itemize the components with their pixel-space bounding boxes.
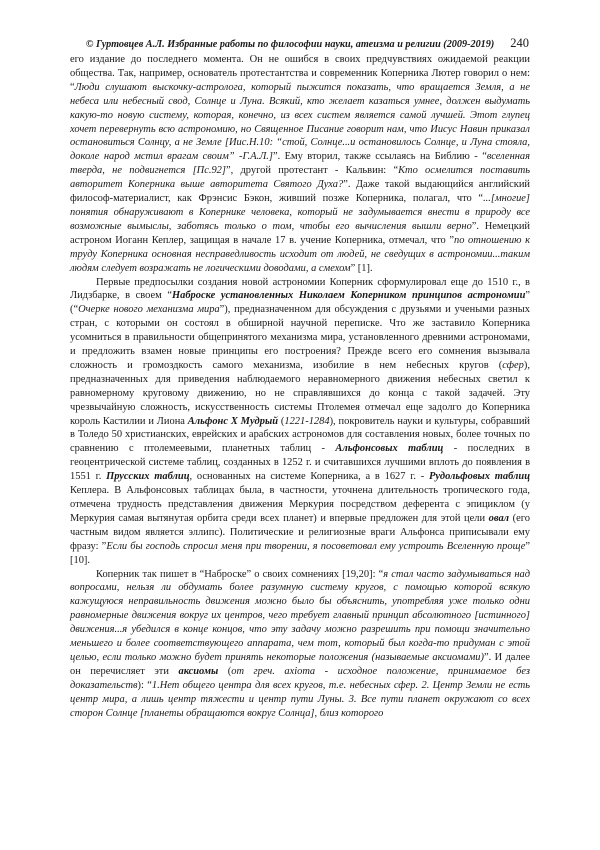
- paragraph-2: [70, 276, 530, 568]
- text-run: (: [218, 665, 232, 677]
- text-run: Коперник так пишет в “Наброске” о своих сомнениях [19,20]: “: [96, 568, 384, 580]
- text-run: Первые предпосылки создания новой астрономии Коперник сформулировал еще до 1510 г., в Лидзбарке, в своем “: [70, 276, 530, 302]
- emphasized-text: сфер: [502, 359, 524, 371]
- text-run: , основанных на системе Коперника, а в 1627 г. -: [189, 471, 429, 483]
- emphasized-text: аксиомы: [178, 665, 219, 677]
- document-body: [70, 53, 530, 721]
- emphasized-text: Рудольфовых таблиц: [428, 471, 530, 483]
- emphasized-text: Люди слушают выскочку-астролога, который пыжится показать, что вращается Земля, а не небеса или небесный свод, Солнце и Луна. Всякий, кто желает казаться умнее, должен выдумать какую-то новую систему, которая, конечно, из всех систем является самой лучшей. Этот глупец хочет перевернуть всю астрономию, но Священное Писание говорит нам, что Иисус Навин приказал остановиться Солнцу, а не Земле [Иис.Н.10: “стой, Солнце...и остановилось Солнце, и Луна стояла, доколе народ мстил врагам своим” -Г.А.Л.]: [70, 81, 530, 163]
- text-run: ” [1].: [350, 262, 373, 274]
- emphasized-text: Очерке нового механизма мира: [78, 304, 220, 316]
- emphasized-text: Наброске установленных Николаем Коперником принципов астрономии: [172, 290, 526, 302]
- emphasized-text: Кто осмелится поставить авторитет Коперника выше авторитета Святого Духа?: [70, 165, 530, 191]
- text-run: ” [10].: [70, 540, 531, 566]
- emphasized-text: 1221-1284: [284, 415, 330, 427]
- text-run: ”. Даже такой выдающийся английский философ-материалист, как Фрэнсис Бэкон, живший позже Коперника, полагал, что “: [70, 179, 530, 205]
- text-run: - последних в геоцентрической системе таблиц, созданных в 1252 г. и считавшихся лучшими вплоть до появления в 1551 г.: [70, 443, 530, 483]
- text-run: (: [278, 415, 285, 427]
- page-number: 240: [510, 36, 529, 50]
- emphasized-text: по отношению к труду Коперника основная несправедливость исходит от людей, не сведущих в астрономии...таким людям следует возражать не логическими доводами, а смехом: [70, 234, 530, 274]
- text-run: ”. Немецкий астроном Иоганн Кеплер, защищая в начале 17 в. учение Коперника, отмечал, что ”: [70, 220, 530, 246]
- paragraph-3: [70, 568, 530, 721]
- text-run: ): “: [137, 679, 152, 691]
- text-run: ” (“: [70, 290, 531, 316]
- emphasized-text: от греч. axioma - исходное положение, принимаемое без доказательств: [70, 665, 530, 691]
- emphasized-text: ...[многие] понятия обнаруживают в Копернике человека, который не задумывается внести в природу все возможные вымыслы, заботясь только о том, чтобы его вычисления вышли верно: [70, 193, 530, 232]
- text-run: ), покровитель науки и культуры, собравший в Толедо 50 христианских, еврейских и арабских астрономов для составления новых, более точных по сравнению с птолемеевыми, планетных таблиц -: [70, 415, 530, 455]
- paragraph-1: [70, 53, 530, 276]
- running-header: [70, 36, 530, 51]
- text-run: ), предназначенных для приведения наблюдаемого неравномерного движения небесных светил к равномерному круговому движению, но не справлявшихся до конца с такой задачей. Эту чрезвычайную сложность, искусственность системы Птолемея отмечал еще задолго до Коперника король Кастилии и Лиона: [70, 359, 530, 427]
- emphasized-text: овал: [488, 512, 510, 524]
- text-run: ”), предназначенном для обсуждения с друзьями и учеными разных стран, с которыми он состоял в обширной научной переписке. Что же заставило Коперника усомниться в правильности общепринятого механизма мира, установленного древними астрономами, и предложить взамен новые принципы его построения? Прежде всего его сомнения вызывала сложность и громоздкость самого механизма, изобилие в нем небесных кругов (: [70, 304, 530, 371]
- text-run: ”, другой протестант - Кальвин: “: [225, 165, 399, 177]
- emphasized-text: Альфонсовых таблиц: [335, 443, 444, 455]
- emphasized-text: Альфонс Х Мудрый: [187, 415, 278, 427]
- emphasized-text: Прусских таблиц: [106, 471, 190, 483]
- text-run: ”. Ему вторил, также ссылаясь на Библию - “: [272, 151, 487, 163]
- emphasized-text: Если бы господь спросил меня при творении, я посоветовал ему устроить Вселенную проще: [106, 540, 526, 552]
- emphasized-text: вселенная тверда, не подвигнется [Пс.92]: [70, 151, 530, 177]
- emphasized-text: 1.Нет общего центра для всех кругов, т.е. небесных сфер. 2. Центр Земли не есть центр мира, а лишь центр тяжести и центр пути Луны. 3. Все пути планет окружают со всех сторон Солнце [планеты обращаются вокруг Солнца], близ которого: [70, 679, 530, 719]
- running-header-title: © Гуртовцев А.Л. Избранные работы по философии науки, атеизма и религии (2009-2019): [85, 39, 495, 50]
- emphasized-text: я стал часто задумываться над вопросами, нельзя ли обдумать более разумную систему кругов, с помощью которой всякую кажущуюся неправильность движения можно было бы объяснить, употребляя уже только одни равномерные движения вокруг их центров, чего требует главный принцип абсолютного [истинного] движения...я убедился в конце концов, что эту задачу можно разрешить при помощи значительно меньшего и более соответствующего аппарата, чем тот, который был когда-то придуман с этой целью, если только можно будет принять некоторые положения (называемые аксиомами): [70, 568, 530, 663]
- text-run: (его частным видом является эллипс). Политические и религиозные враги Альфонса приписывали ему фразу: ”: [70, 512, 531, 552]
- text-run: Кеплера. В Альфонсовых таблицах была, в частности, уточнена длительность тропического года, отмечена трудность представления движения Меркурия посредством деферента с эпициклом (у Меркурия самая вытянутая орбита среди всех планет) и впервые предложен для этой цели: [70, 485, 530, 524]
- text-run: его издание до последнего момента. Он не ошибся в своих предчувствиях ожидаемой реакции общества. Так, например, основатель протестантства и современник Коперника Лютер говорил о нем: “: [70, 54, 530, 93]
- text-run: ”. И далее он перечисляет эти: [70, 651, 530, 677]
